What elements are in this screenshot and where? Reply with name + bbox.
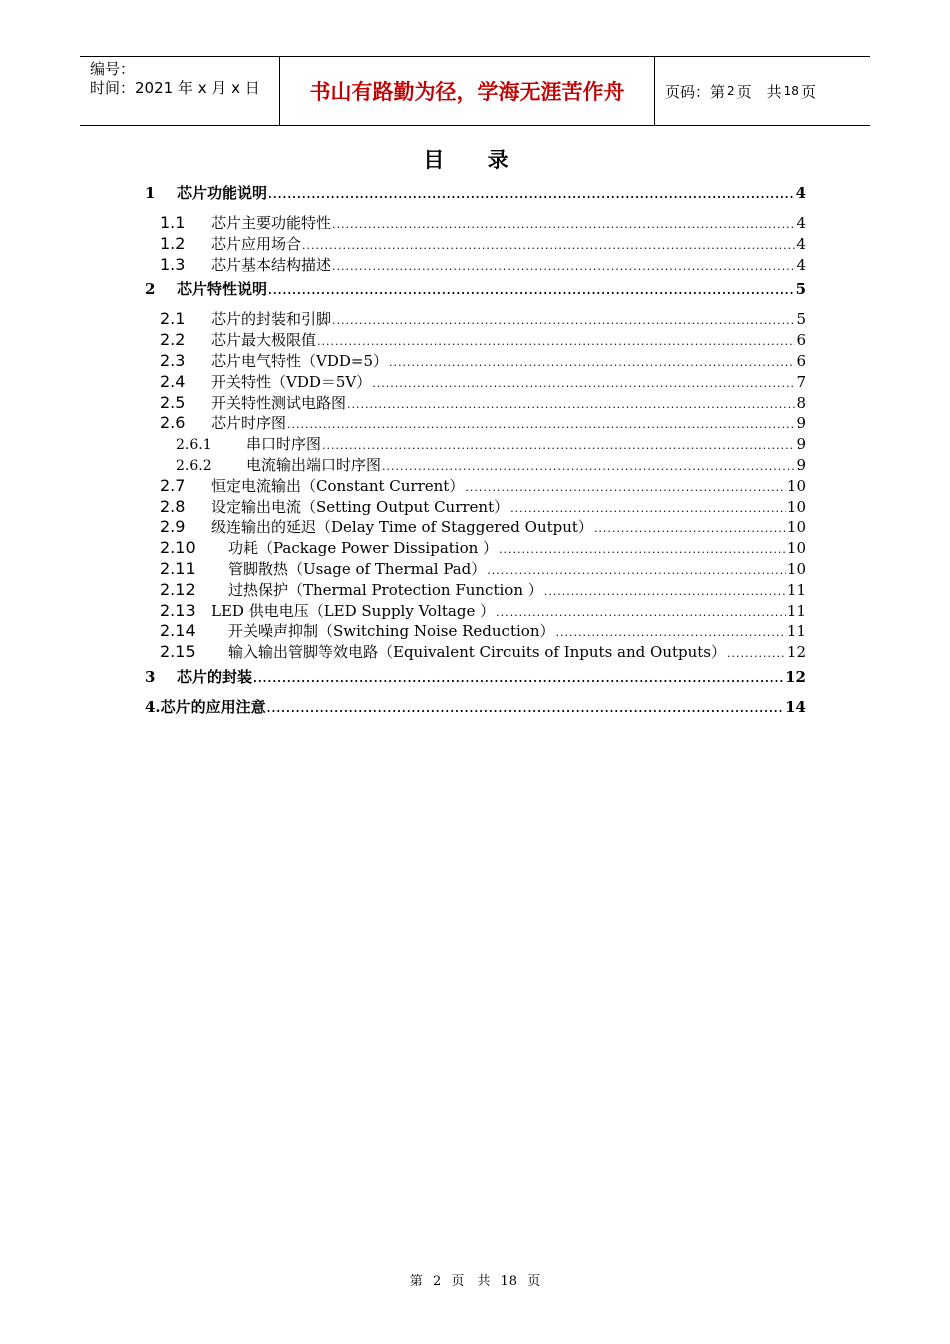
toc-entry-title: 级连输出的延迟（Delay Time of Staggered Output）	[211, 518, 593, 537]
toc-leader-dots	[347, 398, 795, 411]
toc-leader-dots	[594, 522, 786, 535]
header-meta	[80, 57, 280, 125]
toc-entry-title: 芯片特性说明	[177, 280, 268, 299]
toc-leader-dots	[465, 481, 786, 494]
toc-entry[interactable]	[145, 696, 806, 718]
toc-entry-page: 5	[796, 310, 806, 329]
toc-entry-number: 2.2	[160, 330, 186, 350]
toc-leader-dots	[487, 564, 786, 577]
toc-entry-title: 串口时序图	[246, 435, 322, 454]
toc-leader-dots	[287, 418, 795, 431]
toc-entry[interactable]	[145, 233, 806, 254]
toc-entry-number: 2.12	[160, 579, 196, 599]
toc-entry[interactable]	[145, 278, 806, 300]
toc-entry-title: 芯片应用场合	[211, 234, 302, 253]
toc-leader-dots	[555, 626, 785, 639]
toc-entry-title: 设定输出电流（Setting Output Current）	[211, 497, 510, 516]
toc-entry-page: 11	[786, 622, 806, 641]
toc-leader-dots	[332, 218, 795, 231]
toc-entry-number: 2.6.1	[176, 437, 212, 454]
toc-leader-dots	[389, 356, 795, 369]
toc-leader-dots	[382, 460, 795, 473]
toc-entry-title: 芯片的封装和引脚	[211, 310, 332, 329]
toc-leader-dots	[496, 606, 786, 619]
toc-leader-dots	[302, 239, 795, 252]
toc-entry-title: 恒定电流输出（Constant Current）	[211, 476, 465, 495]
toc-entry-page: 6	[796, 351, 806, 370]
toc-entry-page: 10	[786, 476, 806, 495]
toc-entry-title: 芯片时序图	[211, 414, 287, 433]
toc-leader-dots	[317, 335, 795, 348]
toc-entry[interactable]	[145, 392, 806, 413]
toc-entry[interactable]	[145, 475, 806, 496]
toc-entry-page: 9	[796, 435, 806, 454]
toc-entry[interactable]	[145, 516, 806, 537]
footer-mid: 页 共	[451, 1274, 491, 1289]
toc-leader-dots	[268, 284, 795, 297]
toc-title: 目 录	[423, 148, 527, 172]
toc-entry[interactable]	[145, 600, 806, 621]
toc-entry[interactable]	[145, 329, 806, 350]
toc-entry-page: 4	[796, 234, 806, 253]
toc-entry-page: 4	[796, 214, 806, 232]
toc-entry-number: 2.6	[160, 413, 186, 433]
toc-entry-number: 2.9	[160, 517, 186, 537]
toc-entry[interactable]	[145, 620, 806, 641]
toc-entry-number: 2.6.2	[176, 457, 212, 474]
toc-entry-number: 1.2	[160, 233, 186, 253]
toc-entry-number: 3	[145, 667, 156, 686]
footer-prefix: 第	[409, 1274, 423, 1289]
toc-leader-dots	[372, 377, 795, 390]
toc-leader-dots	[332, 314, 795, 327]
toc-entry-number: 2.11	[160, 558, 196, 578]
toc-entry-title: 过热保护（Thermal Protection Function ）	[228, 580, 543, 599]
toc-entry[interactable]	[145, 212, 806, 233]
toc-entry-number: 2.13	[160, 600, 196, 620]
toc-entry-title: 芯片功能说明	[177, 184, 268, 202]
toc-leader-dots	[268, 188, 795, 201]
toc-leader-dots	[499, 543, 786, 556]
header-page-prefix: 页码：第	[665, 82, 726, 101]
toc-entry-title: 芯片最大极限值	[211, 331, 317, 350]
toc-entry-page: 9	[796, 455, 806, 474]
toc-entry-number: 2.3	[160, 350, 186, 370]
toc-entry-page: 7	[796, 372, 806, 391]
toc-leader-dots	[727, 647, 786, 660]
toc-entry-page: 9	[796, 414, 806, 433]
footer-suffix: 页	[527, 1274, 541, 1289]
toc-entry-number: 2	[145, 280, 156, 299]
header-page-total: 18	[783, 84, 799, 98]
toc-entry[interactable]	[145, 537, 806, 558]
toc-entry-page: 14	[785, 697, 806, 716]
toc-entry-number: 2.10	[160, 538, 196, 558]
toc-entry-page: 10	[786, 539, 806, 558]
toc-entry-number: 2.8	[160, 496, 186, 516]
toc-entry-page: 6	[796, 331, 806, 350]
footer-page-number: 2	[432, 1274, 442, 1289]
toc-entry[interactable]	[145, 412, 806, 433]
toc-entry-title: LED 供电电压（LED Supply Voltage ）	[211, 601, 496, 620]
toc-entry-page: 5	[795, 280, 806, 299]
header-page-mid: 页 共	[736, 82, 782, 101]
toc-entry-title: 开关特性（VDD＝5V）	[211, 372, 372, 391]
toc-entry-title: 芯片基本结构描述	[211, 255, 332, 274]
toc-entry-title: 电流输出端口时序图	[246, 455, 382, 474]
toc-entry-page: 10	[786, 518, 806, 537]
toc-leader-dots	[322, 439, 795, 452]
toc-entry-title: 芯片的封装	[177, 667, 253, 686]
toc-entry-title: 4.芯片的应用注意	[145, 697, 266, 716]
toc-entry-page: 12	[786, 643, 806, 662]
toc-entry-page: 11	[786, 580, 806, 599]
toc-entry[interactable]	[145, 454, 806, 475]
table-of-contents	[145, 178, 806, 726]
header-page-info	[655, 57, 870, 125]
toc-entry-title: 输入输出管脚等效电路（Equivalent Circuits of Inputs and Outputs）	[228, 643, 726, 662]
header-page-suffix: 页	[800, 82, 816, 101]
toc-entry-title: 开关噪声抑制（Switching Noise Reduction）	[228, 622, 555, 641]
toc-entry-page: 12	[785, 667, 806, 686]
toc-entry-number: 1.1	[160, 213, 186, 232]
toc-entry-number: 2.5	[160, 392, 186, 412]
toc-leader-dots	[267, 702, 784, 715]
toc-entry-number: 2.14	[160, 621, 196, 641]
toc-leader-dots	[253, 672, 784, 685]
toc-entry-page: 10	[786, 559, 806, 578]
page-header	[80, 56, 870, 126]
toc-entry-page: 11	[786, 601, 806, 620]
toc-entry-number: 1.3	[160, 254, 186, 274]
toc-leader-dots	[544, 585, 786, 598]
toc-entry[interactable]	[145, 666, 806, 688]
toc-entry[interactable]	[145, 641, 806, 662]
toc-leader-dots	[332, 260, 795, 273]
toc-entry[interactable]	[145, 308, 806, 329]
header-page-number: 2	[727, 84, 735, 98]
toc-entry-number: 2.15	[160, 642, 196, 662]
toc-entry-page: 8	[796, 393, 806, 412]
toc-entry[interactable]	[145, 350, 806, 371]
toc-entry[interactable]	[145, 496, 806, 517]
toc-entry[interactable]	[145, 182, 806, 204]
toc-entry-page: 4	[796, 255, 806, 274]
header-slogan: 书山有路勤为径，学海无涯苦作舟	[280, 57, 655, 125]
toc-entry[interactable]	[145, 433, 806, 454]
document-code-label: 编号：	[90, 60, 136, 78]
toc-leader-dots	[510, 502, 786, 515]
toc-entry[interactable]	[145, 254, 806, 275]
toc-entry-page: 10	[786, 497, 806, 516]
footer-page-total: 18	[500, 1274, 518, 1289]
toc-entry-title: 开关特性测试电路图	[211, 393, 347, 412]
toc-entry-number: 1	[145, 184, 156, 202]
toc-entry-number: 2.4	[160, 371, 186, 391]
toc-entry-page: 4	[795, 184, 806, 202]
toc-entry-title: 芯片电气特性（VDD=5）	[211, 351, 388, 370]
toc-entry[interactable]	[145, 371, 806, 392]
toc-entry-number: 2.7	[160, 475, 186, 495]
document-time: 时间：2021 年 x 月 x 日	[90, 79, 260, 97]
toc-entry[interactable]	[145, 579, 806, 600]
toc-entry-title: 管脚散热（Usage of Thermal Pad）	[228, 559, 487, 578]
page-footer	[0, 1270, 950, 1289]
toc-entry-number: 2.1	[160, 309, 186, 329]
toc-entry[interactable]	[145, 558, 806, 579]
toc-entry-title: 功耗（Package Power Dissipation ）	[228, 539, 499, 558]
toc-entry-title: 芯片主要功能特性	[211, 214, 332, 232]
